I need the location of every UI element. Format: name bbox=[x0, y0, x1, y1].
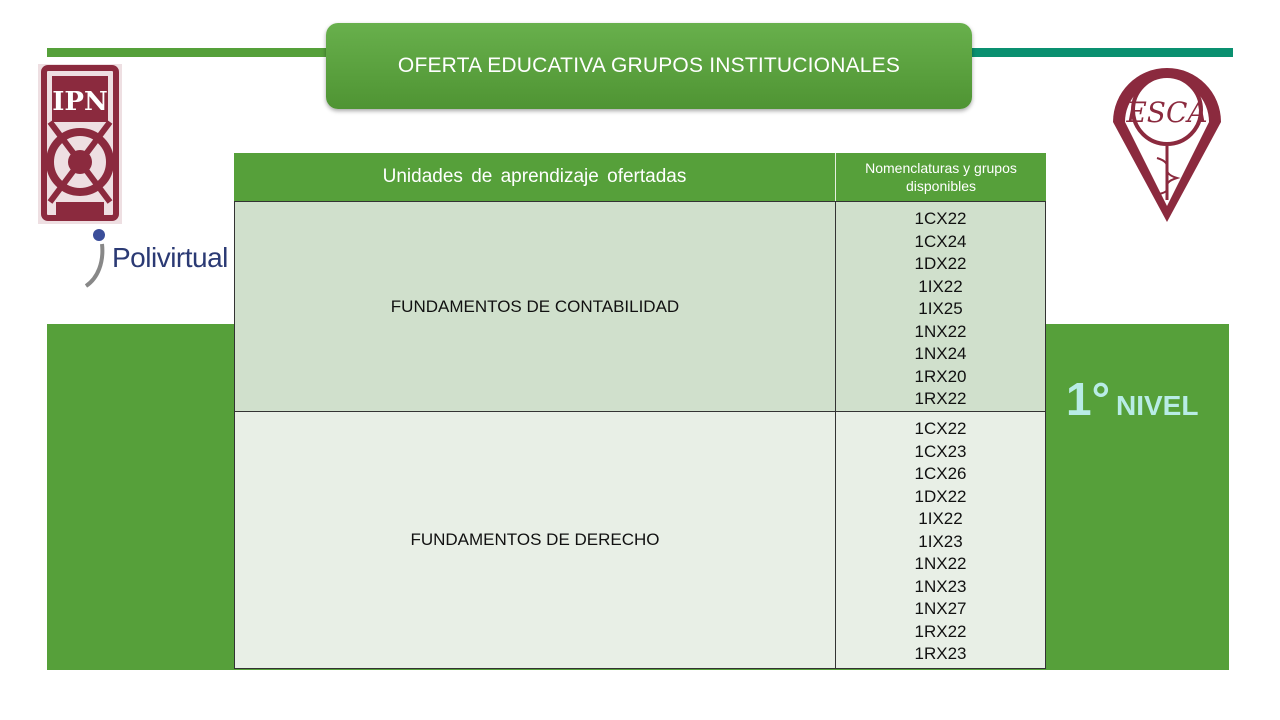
group-code: 1CX22 bbox=[914, 419, 967, 438]
group-code: 1CX23 bbox=[914, 441, 967, 461]
esca-logo bbox=[1103, 60, 1231, 226]
group-code: 1IX22 bbox=[918, 276, 963, 296]
group-code: 1CX24 bbox=[914, 231, 967, 251]
level-word: NIVEL bbox=[1115, 390, 1199, 421]
offer-table bbox=[234, 153, 1046, 669]
group-code: 1RX23 bbox=[914, 644, 967, 663]
page-title: OFERTA EDUCATIVA GRUPOS INSTITUCIONALES bbox=[326, 23, 972, 109]
group-code: 1DX22 bbox=[914, 486, 967, 506]
group-code: 1NX23 bbox=[914, 576, 967, 596]
table-row bbox=[234, 412, 1046, 669]
group-code: 1RX20 bbox=[914, 366, 967, 386]
subject-cell: FUNDAMENTOS DE DERECHO bbox=[235, 412, 836, 668]
esca-logo-text: ESCA bbox=[1126, 96, 1208, 129]
group-code: 1DX22 bbox=[914, 254, 967, 273]
header-groups: Nomenclaturas y grupos disponibles bbox=[865, 160, 1017, 194]
table-row bbox=[234, 201, 1046, 412]
group-code: 1NX27 bbox=[914, 599, 967, 618]
table-header bbox=[234, 153, 1046, 201]
group-code: 1RX22 bbox=[914, 389, 967, 408]
group-code: 1NX22 bbox=[914, 554, 967, 573]
groups-cell bbox=[836, 412, 1045, 668]
header-subjects: Unidades de aprendizaje ofertadas bbox=[234, 153, 836, 201]
level-number: 1° bbox=[1066, 373, 1110, 425]
group-code: 1IX23 bbox=[918, 531, 963, 551]
groups-cell bbox=[836, 202, 1045, 411]
ipn-logo bbox=[30, 62, 130, 227]
ipn-logo-text: IPN bbox=[52, 87, 108, 117]
polivirtual-text: Polivirtual bbox=[112, 242, 228, 273]
group-code: 1CX26 bbox=[914, 464, 967, 483]
group-code: 1RX22 bbox=[914, 621, 967, 641]
group-code: 1NX24 bbox=[914, 344, 967, 363]
header-line-right bbox=[968, 48, 1233, 57]
group-code: 1IX25 bbox=[918, 299, 963, 318]
level-label bbox=[1066, 372, 1198, 426]
group-code: 1NX22 bbox=[914, 321, 967, 341]
subject-cell: FUNDAMENTOS DE CONTABILIDAD bbox=[235, 202, 836, 411]
header-line-left bbox=[47, 48, 332, 57]
polivirtual-logo bbox=[84, 228, 229, 288]
group-code: 1IX22 bbox=[918, 509, 963, 528]
group-code: 1CX22 bbox=[914, 209, 967, 228]
